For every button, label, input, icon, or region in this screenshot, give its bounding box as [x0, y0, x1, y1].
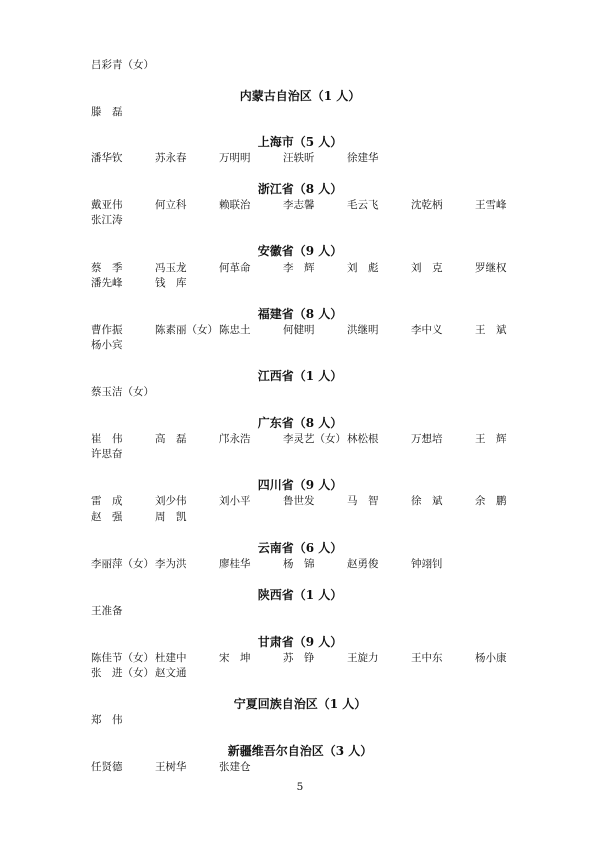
person-name: 戴亚伟 — [91, 199, 123, 211]
person-name: 杜建中 — [155, 652, 187, 664]
person-name: 何立科 — [155, 199, 187, 211]
person-name: 余 鹏 — [475, 495, 507, 507]
person-name: 蔡 季 — [91, 262, 123, 274]
person-name: 王中东 — [411, 652, 443, 664]
person-name: 苏永春 — [155, 152, 187, 164]
section-heading: 陕西省（1 人） — [257, 588, 343, 602]
section-heading: 浙江省（8 人） — [257, 182, 343, 196]
person-name: 宋 坤 — [219, 652, 251, 664]
section-heading: 宁夏回族自治区（1 人） — [233, 697, 367, 711]
person-name: 赵文通 — [155, 667, 187, 679]
person-name: 郑 伟 — [91, 714, 123, 726]
person-name: 赖联治 — [219, 199, 251, 211]
person-name: 许思奋 — [91, 448, 123, 460]
person-name: 高 磊 — [155, 433, 187, 445]
person-name: 王雪峰 — [475, 199, 507, 211]
person-name: 刘 彪 — [347, 262, 379, 274]
person-name: 毛云飞 — [347, 199, 379, 211]
person-name: 何革命 — [219, 262, 251, 274]
person-name: 刘少伟 — [155, 495, 187, 507]
person-name: 王准备 — [91, 605, 123, 617]
person-name: 周 凯 — [155, 511, 187, 523]
person-name: 杨 锦 — [283, 558, 315, 570]
section-heading: 云南省（6 人） — [257, 541, 343, 555]
person-name: 李为洪 — [155, 558, 187, 570]
person-name: 李志馨 — [283, 199, 315, 211]
person-name: 苏 铮 — [283, 652, 315, 664]
person-name: 洪继明 — [347, 324, 379, 336]
person-name: 任贤德 — [91, 761, 123, 773]
person-name: 李 辉 — [283, 262, 315, 274]
section-heading: 新疆维吾尔自治区（3 人） — [227, 744, 373, 758]
person-name: 刘小平 — [219, 495, 251, 507]
person-name: 张江涛 — [91, 214, 123, 226]
section-heading: 上海市（5 人） — [257, 135, 343, 149]
person-name: 潘华钦 — [91, 152, 123, 164]
person-name: 崔 伟 — [91, 433, 123, 445]
person-name: 万明明 — [219, 152, 251, 164]
page-number: 5 — [296, 781, 304, 793]
person-name: 雷 成 — [91, 495, 123, 507]
person-name: 王旋力 — [347, 652, 379, 664]
person-name: 陈佳节（女） — [91, 652, 154, 664]
person-name: 徐建华 — [347, 152, 379, 164]
person-name: 陈素丽（女） — [155, 324, 218, 336]
person-name: 潘先峰 — [91, 277, 123, 289]
section-heading: 甘肃省（9 人） — [257, 635, 343, 649]
section-heading: 四川省（9 人） — [257, 478, 343, 492]
section-heading: 安徽省（9 人） — [257, 244, 343, 258]
section-heading: 内蒙古自治区（1 人） — [239, 89, 361, 103]
person-name: 张 进（女） — [91, 667, 154, 679]
person-name: 马 智 — [347, 495, 379, 507]
person-name: 鲁世发 — [283, 495, 315, 507]
section-heading: 广东省（8 人） — [257, 416, 343, 430]
person-name: 陈忠土 — [219, 324, 251, 336]
person-name: 杨小宾 — [91, 339, 123, 351]
person-name: 沈乾柄 — [411, 199, 443, 211]
person-name: 赵 强 — [91, 511, 123, 523]
person-name: 王 斌 — [475, 324, 507, 336]
person-name: 邝永浩 — [219, 433, 251, 445]
person-name: 罗继权 — [475, 262, 507, 274]
person-name: 吕彩青（女） — [91, 59, 154, 71]
person-name: 万想培 — [411, 433, 443, 445]
person-name: 张建仓 — [219, 761, 251, 773]
person-name: 林松根 — [347, 433, 379, 445]
person-name: 王 辉 — [475, 433, 507, 445]
person-name: 赵勇俊 — [347, 558, 379, 570]
section-heading: 福建省（8 人） — [257, 307, 343, 321]
person-name: 刘 克 — [411, 262, 443, 274]
person-name: 李中义 — [411, 324, 443, 336]
person-name: 廖桂华 — [219, 558, 251, 570]
person-name: 何健明 — [283, 324, 315, 336]
person-name: 杨小康 — [475, 652, 507, 664]
person-name: 李灵艺（女） — [283, 433, 346, 445]
section-heading: 江西省（1 人） — [257, 369, 343, 383]
person-name: 王树华 — [155, 761, 187, 773]
person-name: 冯玉龙 — [155, 262, 187, 274]
person-name: 钟翊钊 — [411, 558, 443, 570]
person-name: 钱 库 — [155, 277, 187, 289]
person-name: 李丽萍（女） — [91, 558, 154, 570]
person-name: 曹作振 — [91, 324, 123, 336]
person-name: 蔡玉洁（女） — [91, 386, 154, 398]
person-name: 汪轶昕 — [283, 152, 315, 164]
person-name: 徐 斌 — [411, 495, 443, 507]
person-name: 滕 磊 — [91, 106, 123, 118]
